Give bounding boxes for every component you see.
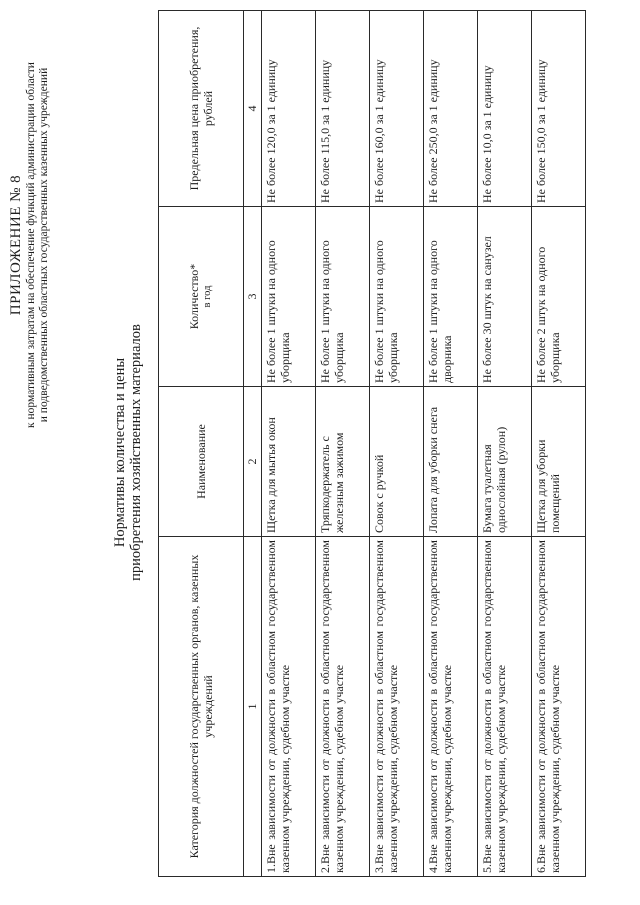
cell-name: Совок с ручкой	[370, 387, 424, 537]
cell-name: Щетка для мытья окон	[262, 387, 316, 537]
cell-price: Не более 160,0 за 1 единицу	[370, 11, 424, 207]
column-number: 3	[244, 207, 262, 387]
cell-name: Бумага туалетная однослойная (рулон)	[478, 387, 532, 537]
cell-price: Не более 250,0 за 1 единицу	[424, 11, 478, 207]
cell-quantity: Не более 1 штуки на одного уборщика	[316, 207, 370, 387]
table-row	[262, 11, 316, 877]
appendix-subtitle-line1: к нормативным затратам на обеспечение функций администрации области	[25, 62, 37, 428]
cell-quantity: Не более 2 штук на одного уборщика	[532, 207, 586, 387]
cell-quantity: Не более 1 штуки на одного дворника	[424, 207, 478, 387]
cell-name: Щетка для уборки помещений	[532, 387, 586, 537]
column-number: 2	[244, 387, 262, 537]
table-row	[424, 11, 478, 877]
cell-category: 5.Вне зависимости от должности в областном государственном казенном учреждении, судебном участке	[478, 537, 532, 877]
cell-category: 2.Вне зависимости от должности в областном государственном казенном учреждении, судебном участке	[316, 537, 370, 877]
norms-table	[158, 10, 586, 877]
table-row	[532, 11, 586, 877]
cell-category: 4.Вне зависимости от должности в областном государственном казенном учреждении, судебном участке	[424, 537, 478, 877]
cell-name: Тряпкодержатель с железным зажимом	[316, 387, 370, 537]
table-header-row	[159, 11, 244, 877]
document-title	[112, 0, 144, 905]
appendix-header	[8, 35, 51, 455]
header-quantity	[159, 207, 244, 387]
column-number: 1	[244, 537, 262, 877]
cell-quantity: Не более 1 штуки на одного уборщика	[370, 207, 424, 387]
cell-name: Лопата для уборки снега	[424, 387, 478, 537]
cell-category: 3.Вне зависимости от должности в областном государственном казенном учреждении, судебном участке	[370, 537, 424, 877]
header-category: Категория должностей государственных органов, казенных учреждений	[159, 537, 244, 877]
cell-category: 1.Вне зависимости от должности в областном государственном казенном учреждении, судебном участке	[262, 537, 316, 877]
table-row	[316, 11, 370, 877]
document-title-line1: Нормативы количества и цены	[112, 357, 128, 548]
cell-price: Не более 10,0 за 1 единицу	[478, 11, 532, 207]
column-number: 4	[244, 11, 262, 207]
document-title-line2: приобретения хозяйственных материалов	[128, 324, 144, 581]
cell-price: Не более 150,0 за 1 единицу	[532, 11, 586, 207]
column-number-row	[244, 11, 262, 877]
header-quantity-sub: в год	[202, 285, 213, 308]
header-price: Предельная цена приобретения, рублей	[159, 11, 244, 207]
cell-quantity: Не более 30 штук на санузел	[478, 207, 532, 387]
appendix-subtitle-line2: и подведомственных областных государственных казенных учреждений	[38, 67, 50, 423]
header-quantity-main: Количество*	[187, 263, 201, 330]
header-name: Наименование	[159, 387, 244, 537]
appendix-title: ПРИЛОЖЕНИЕ № 8	[8, 174, 24, 316]
cell-quantity: Не более 1 штуки на одного уборщика	[262, 207, 316, 387]
table-row	[370, 11, 424, 877]
cell-category: 6.Вне зависимости от должности в областном государственном казенном учреждении, судебном участке	[532, 537, 586, 877]
table-row	[478, 11, 532, 877]
cell-price: Не более 120,0 за 1 единицу	[262, 11, 316, 207]
cell-price: Не более 115,0 за 1 единицу	[316, 11, 370, 207]
